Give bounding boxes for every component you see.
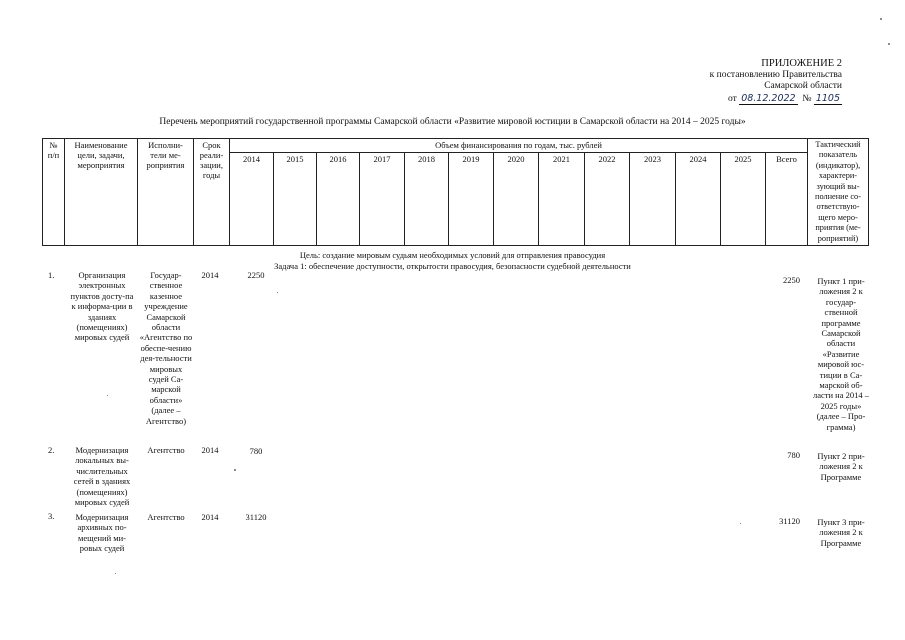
row-number: 2.: [48, 445, 55, 455]
row-indicator: Пункт 1 при-ложения 2 к государ-ственной программе Самарской области «Развитие мировой юс-тиции в Са-марской об-ласти на 2014 – 2025 годы» (далее – Про-грамма): [813, 276, 869, 432]
row-indicator: Пункт 2 при-ложения 2 к Программе: [817, 451, 865, 482]
document-title: Перечень мероприятий государственной программы Самарской области «Развитие мировой юстиции в Самарской области на 2014 – 2025 годы»: [159, 117, 746, 127]
header-indicator: Тактический показатель (индикатор), характери-зующий вы-полнение со-ответствую-щего меро-приятия (ме-роприятий): [808, 139, 869, 246]
header-year: 2022: [585, 153, 630, 246]
row-name: Модернизация локальных вы-числительных сетей в зданиях (помещениях) мировых судей: [73, 445, 131, 508]
goal-line: Цель: создание мировым судьям необходимых условий для отправления правосудия: [299, 250, 606, 260]
date-prefix: от: [728, 93, 737, 104]
row-executor: Государ-ственное казенное учреждение Самарской области «Агентство по обеспе-чению дея-тельности мировых судей Са-марской области» (далее – Агентство): [139, 270, 193, 426]
row-term: 2014: [201, 270, 219, 280]
row-executor: Агентство: [147, 512, 185, 522]
appendix-line-1: к постановлению Правительства: [709, 69, 842, 80]
row-executor: Агентство: [147, 445, 185, 455]
scan-speck: [277, 292, 278, 293]
header-year: 2014: [230, 153, 274, 246]
header-year: 2024: [676, 153, 721, 246]
header-executor: Исполни-тели ме-роприятия: [138, 139, 194, 246]
row-name: Организация электронных пунктов досту-па к информа-ции в зданиях (помещениях) мировых судей: [70, 270, 134, 343]
number-prefix: №: [802, 93, 812, 104]
header-year: 2017: [360, 153, 405, 246]
row-total: 2250: [783, 275, 800, 285]
row-number: 1.: [48, 270, 55, 280]
scan-speck: [115, 573, 116, 574]
scan-speck: [740, 523, 741, 524]
header-financing: Объем финансирования по годам, тыс. рублей: [230, 139, 808, 153]
row-term: 2014: [201, 445, 219, 455]
header-year: 2019: [449, 153, 494, 246]
appendix-block: [620, 58, 842, 105]
header-year: 2016: [317, 153, 360, 246]
row-value-2014: 780: [249, 446, 263, 456]
row-name: Модернизация архивных по-мещений ми-ровых судей: [75, 512, 129, 554]
appendix-date-line: [620, 93, 842, 106]
header-year: 2021: [539, 153, 585, 246]
header-year: 2015: [274, 153, 317, 246]
header-num: № п/п: [43, 139, 65, 246]
row-value-2014: 31120: [245, 512, 267, 522]
appendix-line-2: Самарской области: [764, 81, 842, 91]
header-year: 2023: [630, 153, 676, 246]
number-value: 1105: [815, 92, 840, 104]
header-table: [42, 138, 869, 246]
scan-speck: [107, 395, 108, 396]
row-total: 31120: [779, 516, 800, 526]
row-indicator: Пункт 3 при-ложения 2 к Программе: [817, 517, 865, 548]
header-term: Срок реали-зации, годы: [194, 139, 230, 246]
row-value-2014: 2250: [247, 270, 265, 280]
header-total: Всего: [766, 153, 808, 246]
header-year: 2018: [405, 153, 449, 246]
task-line: Задача 1: обеспечение доступности, открытости правосудия, безопасности судебной деятельности: [274, 261, 631, 271]
header-name: Наименование цели, задачи, мероприятия: [65, 139, 138, 246]
scan-speck: [234, 469, 236, 471]
row-term: 2014: [201, 512, 219, 522]
appendix-heading: ПРИЛОЖЕНИЕ 2: [761, 58, 842, 69]
date-value: 08.12.2022: [741, 92, 796, 104]
row-number: 3.: [48, 511, 55, 521]
header-year: 2020: [494, 153, 539, 246]
row-total: 780: [787, 450, 800, 460]
header-year: 2025: [721, 153, 766, 246]
scan-speck: [888, 43, 890, 45]
scan-speck: [880, 18, 882, 20]
